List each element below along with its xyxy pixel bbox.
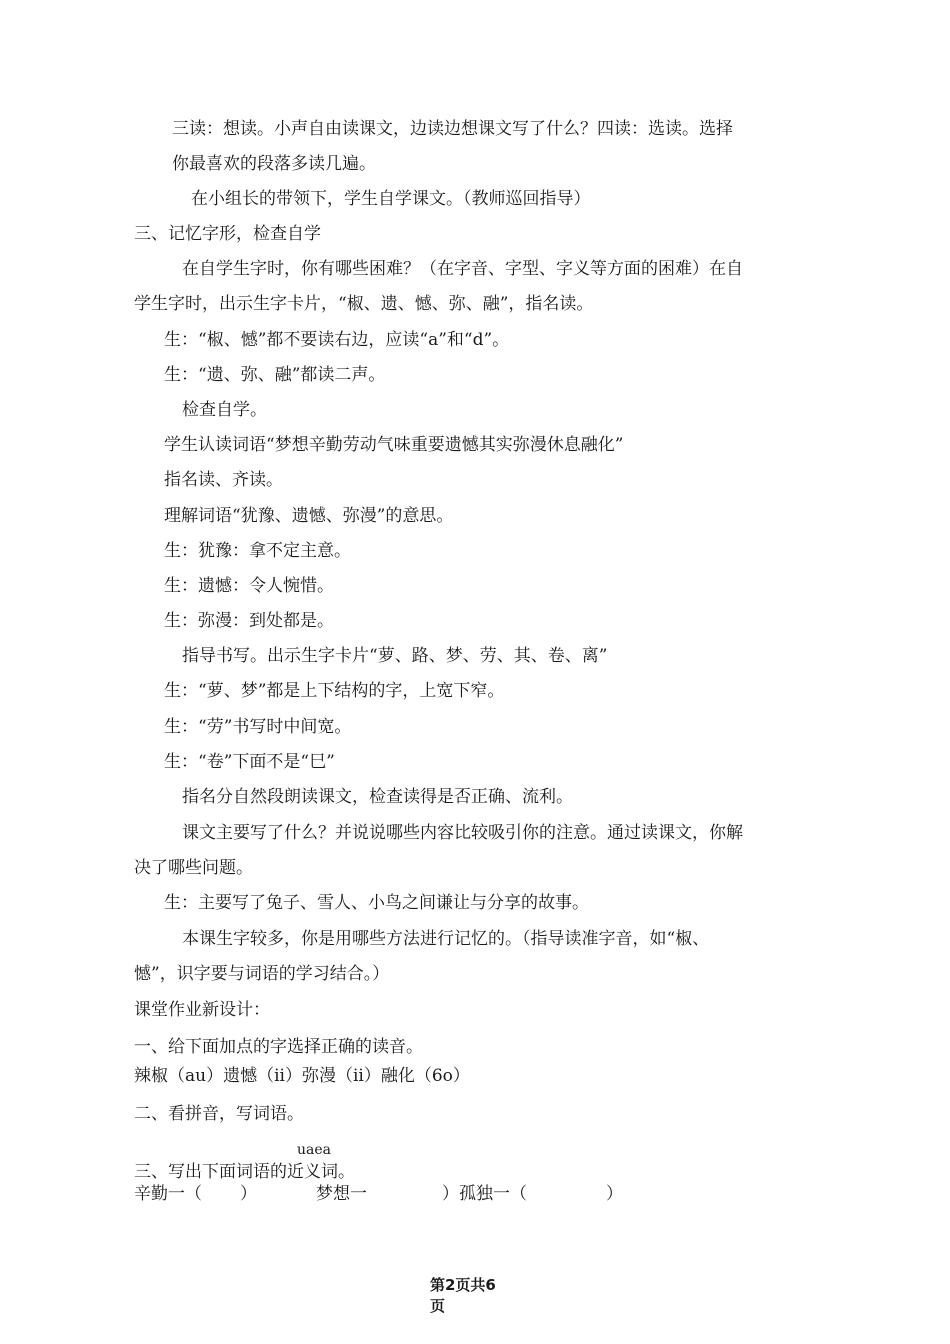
- text-line: 理解词语“犹豫、遗憾、弥漫”的意思。: [164, 506, 454, 526]
- text-line: 本课生字较多，你是用哪些方法进行记忆的。（指导读准字音，如“椒、: [182, 929, 710, 949]
- text-line: 生：“劳”书写时中间宽。: [164, 717, 352, 737]
- text-line: 指名分自然段朗读课文，检查读得是否正确、流利。: [182, 787, 573, 807]
- text-line: 生：“萝、梦”都是上下结构的字，上宽下窄。: [164, 681, 505, 701]
- text-line: 学生字时，出示生字卡片，“椒、遗、憾、弥、融”，指名读。: [134, 294, 594, 314]
- section-heading: 课堂作业新设计：: [134, 1000, 270, 1020]
- synonym-segment: 梦想一: [316, 1184, 367, 1204]
- text-line: 在自学生字时，你有哪些困难？（在字音、字型、字义等方面的困难）在自: [182, 259, 743, 279]
- text-line: 生：遗憾：令人惋惜。: [164, 576, 334, 596]
- text-line: 决了哪些问题。: [134, 858, 253, 878]
- page-number: 第2页共6: [430, 1276, 496, 1294]
- synonym-segment: ）: [240, 1184, 257, 1204]
- synonym-row: [0, 1183, 950, 1207]
- text-line: 生：犹豫：拿不定主意。: [164, 541, 351, 561]
- synonym-segment: ）: [606, 1184, 623, 1204]
- text-line: 课文主要写了什么？并说说哪些内容比较吸引你的注意。通过读课文，你解: [182, 823, 743, 843]
- text-line: 学生认读词语“梦想辛勤劳动气味重要遗憾其实弥漫休息融化”: [164, 435, 624, 455]
- text-line: 二、看拼音，写词语。: [134, 1104, 304, 1124]
- text-line: 憾”，识字要与词语的学习结合。）: [134, 964, 390, 984]
- text-line: 检查自学。: [182, 400, 267, 420]
- text-line: 辣椒（au）遗憾（ii）弥漫（ii）融化（6o）: [134, 1066, 470, 1086]
- text-line: 三读：想读。小声自由读课文，边读边想课文写了什么？四读：选读。选择: [172, 119, 733, 139]
- text-line: 生：“卷”下面不是“巳”: [164, 752, 335, 772]
- text-line: 三、写出下面词语的近义词。: [134, 1162, 355, 1182]
- text-line: 生：主要写了兔子、雪人、小鸟之间谦让与分享的故事。: [164, 893, 589, 913]
- page-number-suffix: 页: [430, 1297, 446, 1315]
- synonym-segment: ）孤独一（: [442, 1184, 527, 1204]
- pinyin-line: uaea: [297, 1142, 331, 1158]
- text-line: 在小组长的带领下，学生自学课文。（教师巡回指导）: [191, 189, 591, 209]
- text-line: 一、给下面加点的字选择正确的读音。: [134, 1037, 423, 1057]
- text-line: 指名读、齐读。: [164, 470, 283, 490]
- text-line: 指导书写。出示生字卡片“萝、路、梦、劳、其、卷、离”: [182, 646, 608, 666]
- synonym-segment: 辛勤一（: [134, 1184, 202, 1204]
- text-line: 生：“遗、弥、融”都读二声。: [164, 365, 386, 385]
- text-line: 生：弥漫：到处都是。: [164, 611, 334, 631]
- section-heading: 三、记忆字形，检查自学: [134, 224, 321, 244]
- text-line: 生：“椒、憾”都不要读右边，应读“a”和“d”。: [164, 330, 510, 350]
- text-line: 你最喜欢的段落多读几遍。: [172, 154, 376, 174]
